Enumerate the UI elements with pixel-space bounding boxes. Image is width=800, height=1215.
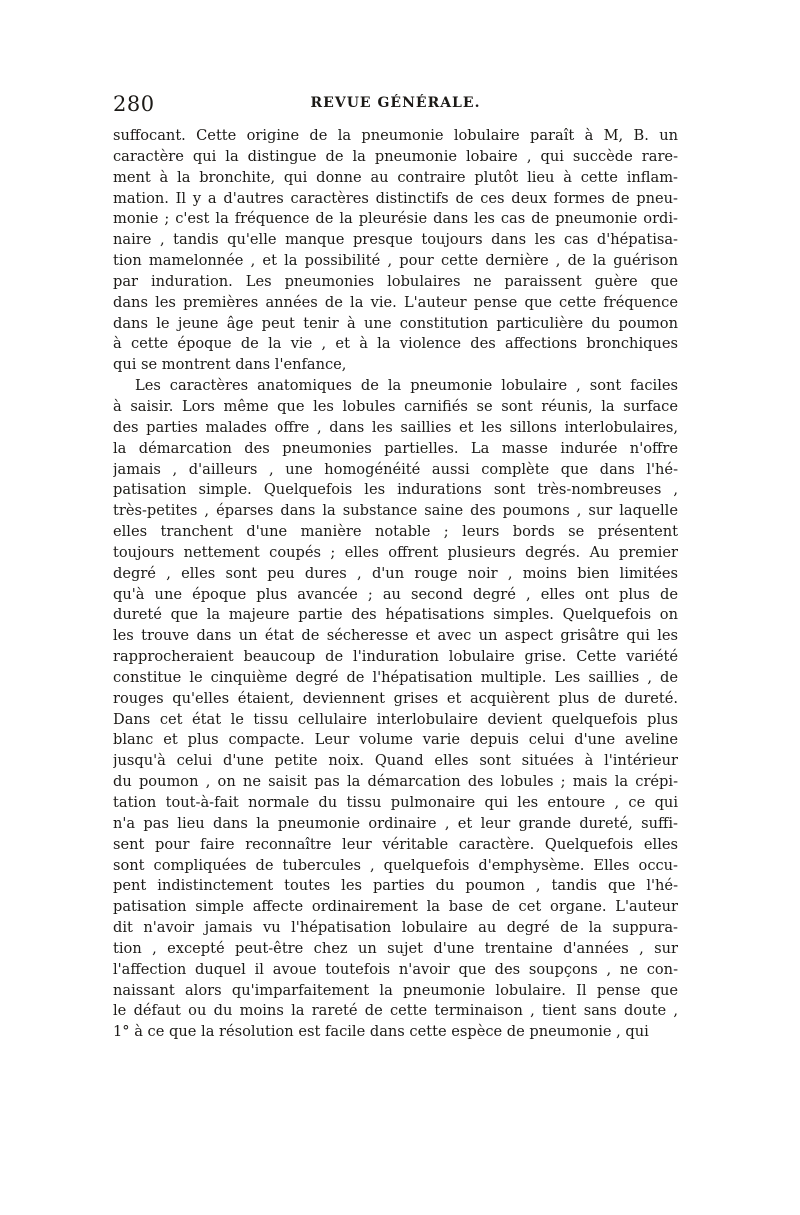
text-line: rapprocheraient beaucoup de l'induration lobulaire grise. Cette variété (113, 648, 678, 666)
page-header (113, 92, 678, 122)
text-line: blanc et plus compacte. Leur volume varie depuis celui d'une aveline (113, 731, 678, 749)
text-line: jusqu'à celui d'une petite noix. Quand elles sont situées à l'intérieur (113, 752, 678, 770)
text-line: du poumon , on ne saisit pas la démarcation des lobules ; mais la crépi- (113, 773, 678, 791)
text-line: sent pour faire reconnaître leur véritable caractère. Quelquefois elles (113, 835, 678, 853)
text-line: le défaut ou du moins la rareté de cette terminaison , tient sans doute , (113, 1002, 678, 1020)
text-line: qui se montrent dans l'enfance, (113, 356, 347, 374)
text-line: tion mamelonnée , et la possibilité , pour cette dernière , de la guérison (113, 252, 678, 270)
text-line: mation. Il y a d'autres caractères distinctifs de ces deux formes de pneu- (113, 189, 678, 207)
body-text (113, 126, 678, 1043)
text-line: des parties malades offre , dans les saillies et les sillons interlobulaires, (113, 418, 678, 436)
text-line: Dans cet état le tissu cellulaire interlobulaire devient quelquefois plus (113, 710, 678, 728)
text-line: suffocant. Cette origine de la pneumonie lobulaire paraît à M, B. un (113, 127, 678, 144)
text-line: les trouve dans un état de sécheresse et avec un aspect grisâtre qui les (113, 627, 678, 645)
text-line: elles tranchent d'une manière notable ; leurs bords se présentent (113, 523, 678, 541)
text-line: constitue le cinquième degré de l'hépatisation multiple. Les saillies , de (113, 668, 678, 686)
text-line: monie ; c'est la fréquence de la pleurésie dans les cas de pneumonie ordi- (113, 210, 678, 228)
text-line: dans les premières années de la vie. L'auteur pense que cette fréquence (113, 293, 678, 311)
text-line: n'a pas lieu dans la pneumonie ordinaire , et leur grande dureté, suffi- (113, 814, 678, 832)
text-line: jamais , d'ailleurs , une homogénéité aussi complète que dans l'hé- (113, 460, 678, 478)
text-line: la démarcation des pneumonies partielles. La masse indurée n'offre (113, 439, 678, 457)
text-line: ment à la bronchite, qui donne au contraire plutôt lieu à cette inflam- (113, 168, 678, 186)
text-line: à saisir. Lors même que les lobules carnifiés se sont réunis, la surface (113, 397, 678, 415)
text-line: naissant alors qu'imparfaitement la pneumonie lobulaire. Il pense que (113, 981, 678, 999)
text-line: sont compliquées de tubercules , quelquefois d'emphysème. Elles occu- (113, 856, 678, 874)
text-line: dans le jeune âge peut tenir à une constitution particulière du poumon (113, 314, 678, 332)
text-line: patisation simple affecte ordinairement la base de cet organe. L'auteur (113, 898, 678, 916)
text-line: l'affection duquel il avoue toutefois n'avoir que des soupçons , ne con- (113, 960, 678, 978)
text-line: par induration. Les pneumonies lobulaires ne paraissent guère que (113, 272, 678, 290)
text-line: qu'à une époque plus avancée ; au second degré , elles ont plus de (113, 585, 678, 603)
text-line: naire , tandis qu'elle manque presque toujours dans les cas d'hépatisa- (113, 231, 678, 249)
text-line: rouges qu'elles étaient, deviennent grises et acquièrent plus de dureté. (113, 689, 678, 707)
running-head: REVUE GÉNÉRALE. (310, 95, 481, 111)
text-line: très-petites , éparses dans la substance saine des poumons , sur laquelle (113, 502, 678, 520)
text-line: degré , elles sont peu dures , d'un rouge noir , moins bien limitées (113, 564, 678, 582)
text-line: caractère qui la distingue de la pneumonie lobaire , qui succède rare- (113, 147, 678, 165)
text-line: à cette époque de la vie , et à la violence des affections bronchiques (113, 335, 678, 353)
paragraph (113, 126, 678, 376)
paragraph (113, 376, 678, 1043)
text-line: tion , excepté peut-être chez un sujet d'une trentaine d'années , sur (113, 939, 678, 957)
text-line: tation tout-à-fait normale du tissu pulmonaire qui les entoure , ce qui (113, 794, 678, 811)
text-line: patisation simple. Quelquefois les indurations sont très-nombreuses , (113, 481, 678, 499)
text-line: pent indistinctement toutes les parties du poumon , tandis que l'hé- (113, 877, 678, 895)
text-line: dureté que la majeure partie des hépatisations simples. Quelquefois on (113, 606, 678, 624)
text-line: 1° à ce que la résolution est facile dans cette espèce de pneumonie , qui (113, 1023, 649, 1041)
text-line: toujours nettement coupés ; elles offrent plusieurs degrés. Au premier (113, 543, 678, 561)
text-line: Les caractères anatomiques de la pneumonie lobulaire , sont faciles (135, 377, 678, 395)
page-number: 280 (113, 92, 155, 116)
text-line: dit n'avoir jamais vu l'hépatisation lobulaire au degré de la suppura- (113, 919, 678, 937)
